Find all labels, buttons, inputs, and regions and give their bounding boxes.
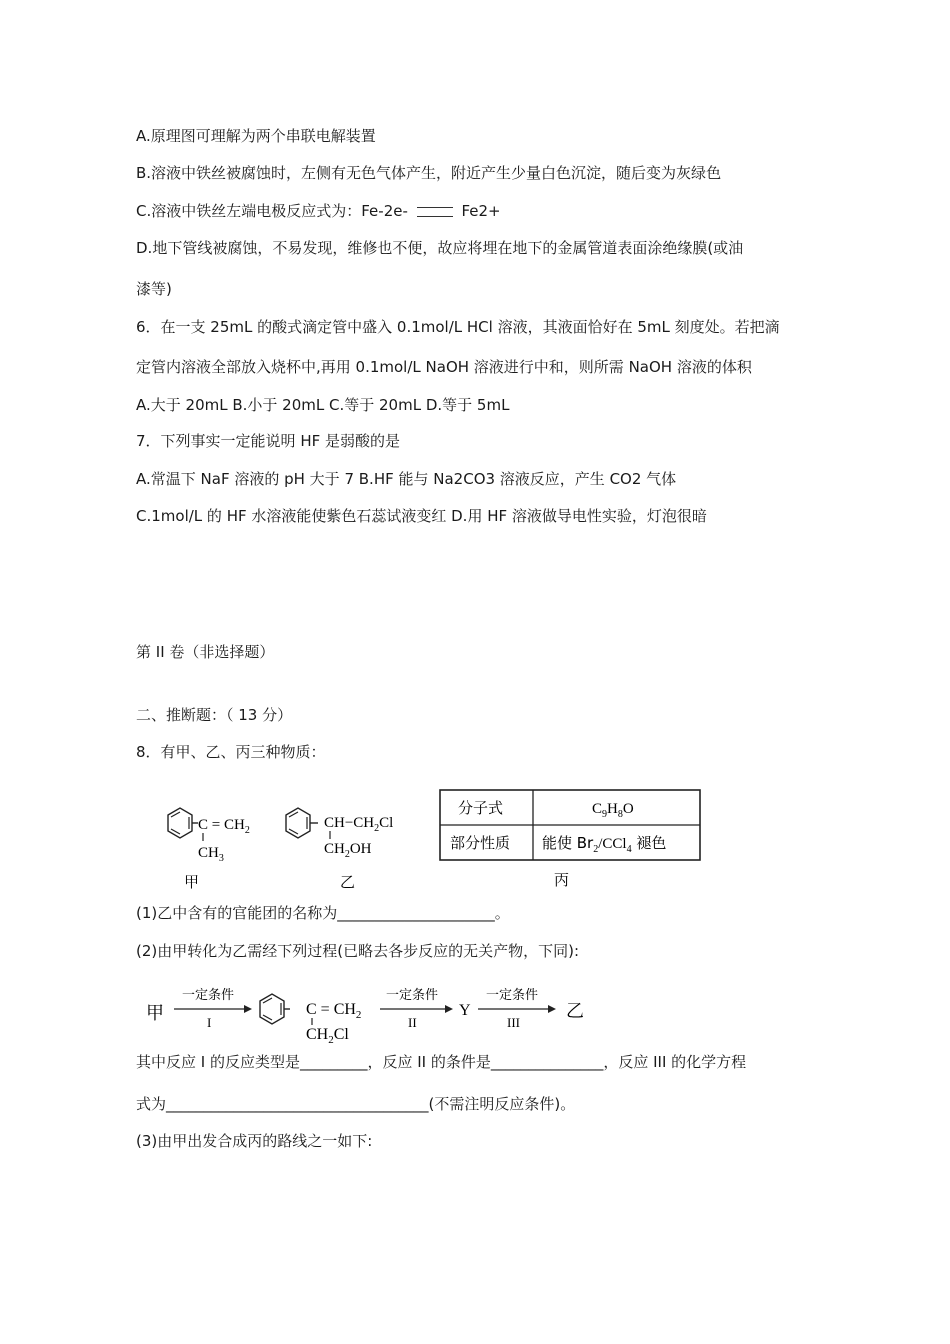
bing-property-table: [440, 790, 700, 860]
equals-sign-icon: [417, 207, 453, 217]
jia-vinyl-group: $C = CH_2$: [198, 817, 250, 836]
benzene-ring-icon: [286, 808, 310, 838]
intermediate-vinyl-group: $C = CH_2$: [306, 1001, 362, 1021]
yi-chain-group: $CH-CH_2Cl$: [324, 815, 394, 834]
q6-stem-line1: 6．在一支 25mL 的酸式滴定管中盛入 0.1mol/L HCl 溶液，其液面恰好在 5mL 刻度处。若把滴: [136, 318, 780, 336]
q7-options-ab: A.常温下 NaF 溶液的 pH 大于 7 B.HF 能与 Na2CO3 溶液反应，产生 CO2 气体: [136, 470, 677, 488]
q7-options-cd: C.1mol/L 的 HF 水溶液能使紫色石蕊试液变红 D.用 HF 溶液做导电性实验，灯泡很暗: [136, 507, 707, 525]
q8-sub3: (3)由甲出发合成丙的路线之一如下:: [136, 1132, 373, 1150]
jia-methyl-group: $CH_3$: [198, 845, 224, 864]
bing-property-key: 部分性质: [450, 836, 511, 852]
label-yi: 乙: [340, 875, 356, 891]
q5-option-c: [136, 201, 501, 221]
bing-formula-value: $C_9H_8O$: [592, 801, 634, 820]
arrow1-step: I: [207, 1015, 212, 1030]
q8-sub2-question-line1: 其中反应 I 的反应类型是_________，反应 II 的条件是_______________，反应 III 的化学方程: [136, 1053, 747, 1071]
arrow2-condition: 一定条件: [386, 987, 439, 1002]
arrow2-step: II: [408, 1015, 417, 1030]
intermediate-chloromethyl-group: $CH_2Cl$: [306, 1026, 349, 1045]
scheme-start-jia: 甲: [146, 1003, 164, 1023]
q8-sub2: (2)由甲转化为乙需经下列过程(已略去各步反应的无关产物，下同):: [136, 942, 580, 960]
label-bing: 丙: [554, 873, 570, 889]
q7-stem: 7．下列事实一定能说明 HF 是弱酸的是: [136, 432, 400, 450]
q8-sub2-question-line2: 式为___________________________________(不需注明反应条件)。: [136, 1095, 576, 1113]
q8-sub1: (1)乙中含有的官能团的名称为_____________________。: [136, 904, 510, 922]
q5-option-d-line1: D.地下管线被腐蚀，不易发现，维修也不便，故应将埋在地下的金属管道表面涂绝缘膜(或油: [136, 239, 744, 257]
q5-option-b: B.溶液中铁丝被腐蚀时，左侧有无色气体产生，附近产生少量白色沉淀，随后变为灰绿色: [136, 164, 722, 182]
q5-option-a: A.原理图可理解为两个串联电解装置: [136, 127, 376, 145]
q5-option-c-text: C.溶液中铁丝左端电极反应式为：Fe-2e-: [136, 202, 408, 220]
scheme-intermediate-y: Y: [459, 1002, 471, 1019]
arrow3-condition: 一定条件: [486, 987, 539, 1002]
part2-title: 第 II 卷（非选择题）: [136, 643, 275, 661]
label-jia: 甲: [184, 875, 200, 891]
section-heading: 二、推断题：（ 13 分）: [136, 706, 293, 724]
bing-property-value: 能使 $Br_2/CCl_4$ 褪色: [542, 834, 667, 855]
q5-option-c-product: Fe2+: [461, 202, 501, 220]
arrow1-condition: 一定条件: [182, 987, 235, 1002]
yi-hydroxymethyl-group: $CH_2OH$: [324, 841, 372, 860]
q6-options: A.大于 20mL B.小于 20mL C.等于 20mL D.等于 5mL: [136, 396, 510, 414]
arrow3-step: III: [507, 1015, 520, 1030]
q6-stem-line2: 定管内溶液全部放入烧杯中,再用 0.1mol/L NaOH 溶液进行中和，则所需 NaOH 溶液的体积: [136, 358, 752, 376]
benzene-ring-icon: [168, 808, 192, 838]
q8-stem: 8．有甲、乙、丙三种物质：: [136, 743, 326, 761]
q8-reaction-scheme: [140, 975, 600, 1045]
bing-formula-key: 分子式: [458, 801, 504, 817]
q5-option-d-line2: 漆等): [136, 280, 172, 298]
scheme-end-yi: 乙: [566, 1001, 584, 1021]
q8-structures: [140, 785, 720, 895]
benzene-ring-icon: [260, 994, 284, 1024]
